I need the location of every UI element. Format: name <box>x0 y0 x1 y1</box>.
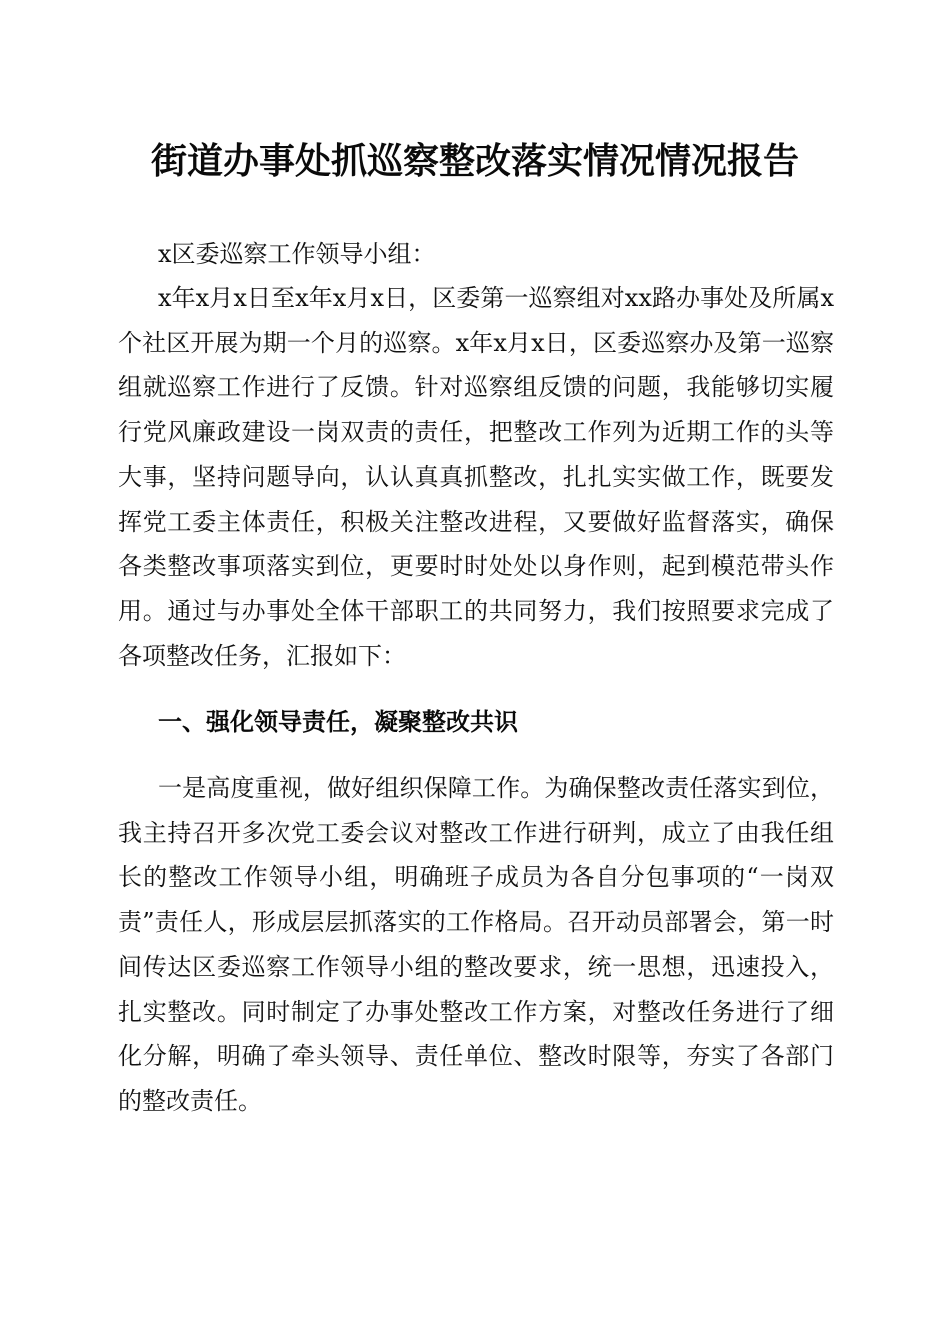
paragraph-section-1: 一是高度重视，做好组织保障工作。为确保整改责任落实到位，我主持召开多次党工委会议对整改工作进行研判，成立了由我任组长的整改工作领导小组，明确班子成员为各自分包事项的“一岗双责”责任人，形成层层抓落实的工作格局。召开动员部署会，第一时间传达区委巡察工作领导小组的整改要求，统一思想，迅速投入，扎实整改。同时制定了办事处整改工作方案，对整改任务进行了细化分解，明确了牵头领导、责任单位、整改时限等，夯实了各部门的整改责任。 <box>118 774 834 1115</box>
salutation: x区委巡察工作领导小组： <box>158 240 436 268</box>
section-heading-1: 一、强化领导责任，凝聚整改共识 <box>158 708 518 736</box>
document-title: 街道办事处抓巡察整改落实情况情况报告 <box>150 140 799 182</box>
paragraph-intro: x年x月x日至x年x月x日，区委第一巡察组对xx路办事处及所属x个社区开展为期一个月的巡察。x年x月x日，区委巡察办及第一巡察组就巡察工作进行了反馈。针对巡察组反馈的问题，我能够切实履行党风廉政建设一岗双责的责任，把整改工作列为近期工作的头等大事，坚持问题导向，认认真真抓整改，扎扎实实做工作，既要发挥党工委主体责任，积极关注整改进程，又要做好监督落实，确保各类整改事项落实到位，更要时时处处以身作则，起到模范带头作用。通过与办事处全体干部职工的共同努力，我们按照要求完成了各项整改任务，汇报如下： <box>118 284 834 670</box>
